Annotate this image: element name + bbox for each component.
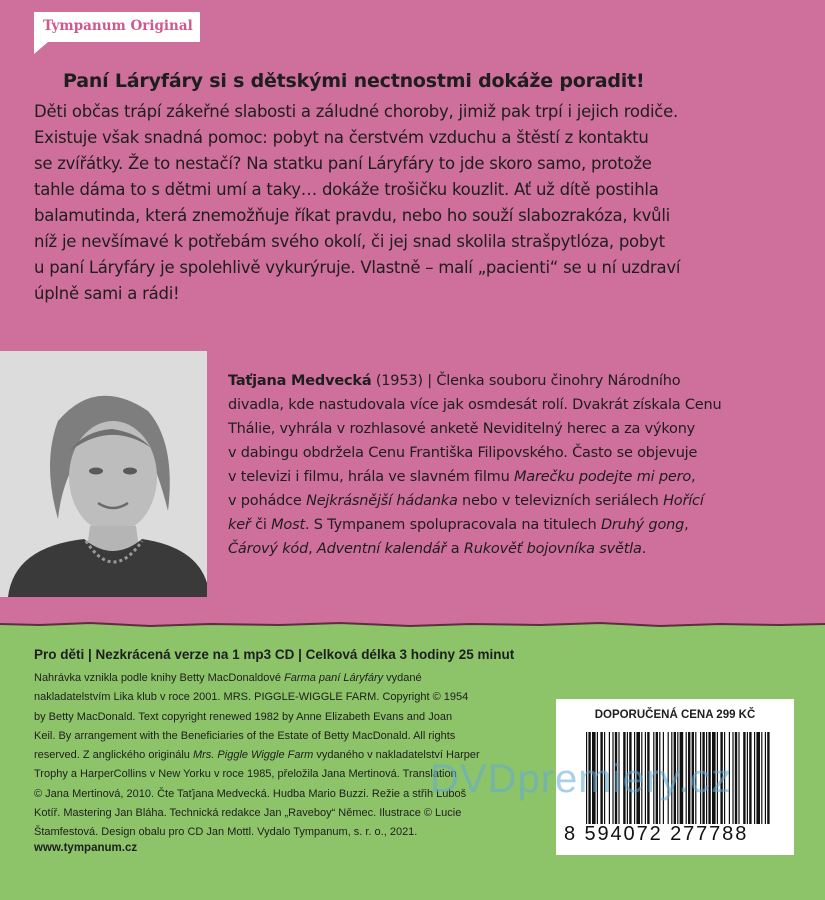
- bio-text: v televizi i filmu, hrála ve slavném filmu: [228, 469, 514, 485]
- audiobook-title: Rukověť bojovníka světla: [463, 541, 642, 557]
- credits-text-part: vydaného v nakladatelství Harper: [313, 749, 480, 762]
- credits-text-part: Nahrávka vznikla podle knihy Betty MacDonaldové: [34, 672, 285, 684]
- credits-line: Štamfestová. Design obalu pro CD Jan Mottl. Vydalo Tympanum, s. r. o., 2021.: [34, 826, 418, 839]
- intro-line: u paní Láryfáry je spolehlivě vykurýruje. Vlastně – malí „pacienti“ se u ní uzdraví: [34, 258, 681, 277]
- original-title: Mrs. Piggle Wiggle Farm: [192, 749, 314, 762]
- intro-line: níž je nevšímavé k potřebám svého okolí, či jej snad skolila strašpytlóza, pobyt: [34, 232, 665, 251]
- barcode-bar: [749, 732, 751, 824]
- intro-line: Existuje však snadná pomoc: pobyt na čerstvém vzduchu a štěstí z kontaktu: [34, 128, 649, 147]
- barcode-bar: [756, 732, 760, 824]
- intro-text: [34, 102, 814, 310]
- intro-line: úplně sami a rádi!: [34, 284, 180, 303]
- barcode-bar: [767, 732, 769, 824]
- audiobook-title: Adventní kalendář: [316, 541, 447, 557]
- credits-line: Keil. By arrangement with the Beneficiaries of the Estate of Betty MacDonald. All rights: [34, 729, 456, 742]
- credits-line: nakladatelstvím Lika klub v roce 2001. MRS. PIGGLE-WIGGLE FARM. Copyright © 1954: [34, 691, 469, 704]
- bio-text: ,: [691, 469, 696, 485]
- bio-text: . S Tympanem spolupracovala na titulech: [304, 517, 601, 533]
- intro-line: se zvířátky. Že to nestačí? Na statku paní Láryfáry to jde skoro samo, protože: [34, 154, 652, 173]
- ean-number: 8 594072 277788: [564, 823, 749, 845]
- series-title: Hořící: [663, 493, 704, 509]
- bio-text: a: [446, 541, 464, 557]
- headline: Paní Láryfáry si s dětskými nectnostmi dokáže poradit!: [63, 70, 645, 92]
- credits-line: Trophy a HarperCollins v New Yorku v roce 1985, přeložila Jana Mertinová. Translation: [34, 768, 457, 781]
- badge-label: Tympanum Original: [43, 18, 193, 34]
- film-title: Marečku podejte mi pero: [514, 469, 692, 485]
- narrator-photo: [0, 351, 207, 597]
- product-info-line: Pro děti | Nezkrácená verze na 1 mp3 CD | Celková délka 3 hodiny 25 minut: [34, 647, 515, 662]
- barcode-bar: [761, 732, 762, 824]
- book-title: Farma paní Láryfáry: [284, 672, 384, 684]
- watermark: DVDpremiery.cz: [430, 757, 733, 801]
- bio-text: nebo v televizních seriálech: [457, 493, 664, 509]
- audiobook-title: Čárový kód: [228, 541, 309, 557]
- website-url: www.tympanum.cz: [34, 842, 138, 854]
- barcode-bar: [765, 732, 766, 824]
- audiobook-title: Druhý gong: [600, 517, 685, 533]
- barcode-bar: [747, 732, 748, 824]
- intro-line: balamutinda, která znemožňuje říkat pravdu, nebo ho souží slabozrakóza, kvůli: [34, 206, 671, 225]
- series-title: keř: [228, 517, 251, 533]
- credits-line: by Betty MacDonald. Text copyright renewed 1982 by Anne Elizabeth Evans and Joan: [34, 710, 453, 723]
- bio-text: ,: [308, 541, 317, 557]
- credits-line: Kotíř. Mastering Jan Bláha. Technická redakce Jan „Raveboy“ Němec. Ilustrace © Lucie: [34, 807, 462, 820]
- bio-text: (1953) | Členka souboru činohry Národního: [371, 373, 681, 389]
- bio-line: divadla, kde nastudovala více jak osmdesát rolí. Dvakrát získala Cenu: [228, 397, 722, 413]
- narrator-name: Taťjana Medvecká: [228, 373, 372, 389]
- bio-text: či: [250, 517, 272, 533]
- credits-line: © Jana Mertinová, 2010. Čte Taťjana Medvecká. Hudba Mario Buzzi. Režie a střih Luboš: [34, 787, 467, 800]
- barcode-bar: [732, 732, 733, 824]
- narrator-bio: [228, 373, 813, 565]
- barcode-bar: [754, 732, 755, 824]
- bio-text: ,: [684, 517, 689, 533]
- torn-edge: [0, 612, 825, 642]
- intro-line: Děti občas trápí zákeřné slabosti a záludné choroby, jimiž pak trpí i jejich rodiče.: [34, 102, 678, 121]
- bio-text: .: [641, 541, 647, 557]
- series-title: Most: [271, 517, 305, 533]
- bio-line: v dabingu obdržela Cenu Františka Filipovského. Často se objevuje: [228, 445, 698, 461]
- barcode-bar: [738, 732, 739, 824]
- credits-text-part: vydané: [383, 672, 422, 684]
- credits-text-part: reserved. Z anglického originálu: [34, 749, 193, 762]
- recommended-price: DOPORUČENÁ CENA 299 KČ: [594, 709, 756, 721]
- bio-line: Thálie, vyhrála v rozhlasové anketě Neviditelný herec a za výkony: [228, 421, 696, 437]
- bio-text: v pohádce: [228, 493, 307, 509]
- barcode-bar: [743, 732, 745, 824]
- intro-line: tahle dáma to s dětmi umí a taky… dokáže trošičku kouzlit. Ať už dítě postihla: [34, 180, 659, 199]
- film-title: Nejkrásnější hádanka: [306, 493, 458, 509]
- tympanum-original-badge: [34, 12, 200, 52]
- barcode-bar: [735, 732, 737, 824]
